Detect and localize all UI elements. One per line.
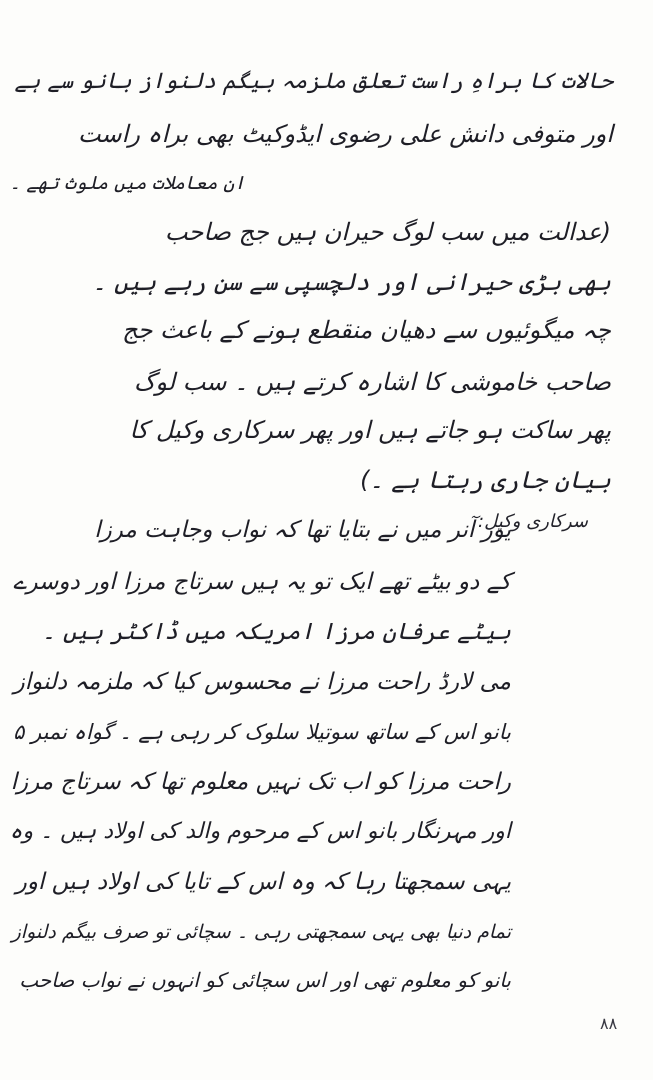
text-line: تمام دنیا بھی یہی سمجھتی رہی ۔ سچائی تو صرف بیگم دلنواز [11, 921, 511, 943]
text-line: بیان جاری رہتا ہے ۔) [360, 466, 611, 494]
text-line: حالات کا براہِ راست تعلق ملزمہ بیگم دلنواز بانو سے ہے [14, 69, 613, 94]
text-line: یہی سمجھتا رہا کہ وہ اس کے تایا کی اولاد ہیں اور [15, 869, 511, 895]
text-line: چہ میگوئیوں سے دھیان منقطع ہونے کے باعث جج [122, 316, 611, 344]
text-line: می لارڈ راحت مرزا نے محسوس کیا کہ ملزمہ دلنواز [13, 669, 511, 695]
text-line: کے دو بیٹے تھے ایک تو یہ ہیں سرتاج مرزا اور دوسرے [12, 569, 511, 595]
text-line: راحت مرزا کو اب تک نہیں معلوم تھا کہ سرتاج مرزا [10, 769, 511, 795]
text-line: پھر ساکت ہو جاتے ہیں اور پھر سرکاری وکیل کا [129, 416, 611, 444]
text-line: اور مہرنگار بانو اس کے مرحوم والد کی اولاد ہیں ۔ وہ [9, 819, 511, 844]
page-number: ۸۸ [600, 1014, 618, 1033]
text-line: بانو اس کے ساتھ سوتیلا سلوک کر رہی ہے ۔ گواہ نمبر ۵ [13, 720, 511, 744]
text-line: صاحب خاموشی کا اشارہ کرتے ہیں ۔ سب لوگ [133, 368, 611, 396]
text-line: اور متوفی دانش علی رضوی ایڈوکیٹ بھی براہ راست [77, 120, 613, 148]
text-line: ان معاملات میں ملوث تھے ۔ [9, 173, 245, 194]
speaker-label: سرکاری وکیل: [478, 511, 588, 532]
text-line: (عدالت میں سب لوگ حیران ہیں جج صاحب [164, 218, 611, 246]
text-line: یور آنر میں نے بتایا تھا کہ نواب وجاہت مرزا [94, 517, 511, 543]
text-line: بانو کو معلوم تھی اور اس سچائی کو انہوں نے نواب صاحب [19, 968, 511, 992]
text-line: بھی بڑی حیرانی اور دلچسپی سے سن رہے ہیں ۔ [92, 268, 611, 296]
text-line: بیٹے عرفان مرزا امریکہ میں ڈاکٹر ہیں ۔ [42, 619, 511, 645]
